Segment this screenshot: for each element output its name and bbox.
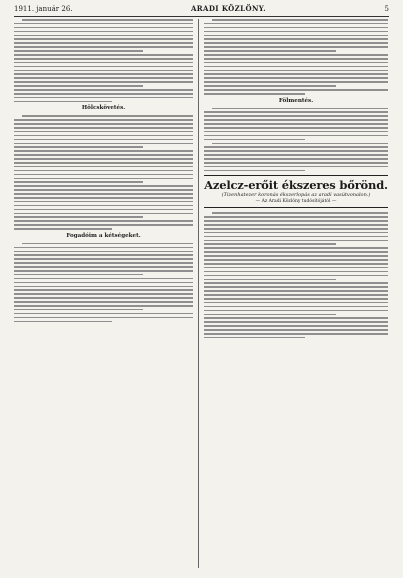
text-line bbox=[212, 212, 388, 214]
text-line bbox=[204, 66, 388, 68]
text-line bbox=[204, 224, 388, 226]
text-line bbox=[22, 243, 193, 245]
text-line bbox=[14, 181, 143, 183]
text-line bbox=[14, 38, 193, 40]
text-line bbox=[14, 220, 193, 222]
text-line bbox=[14, 158, 193, 160]
text-line bbox=[204, 247, 388, 249]
text-line bbox=[14, 228, 112, 230]
text-line bbox=[22, 115, 193, 117]
text-line bbox=[204, 23, 388, 25]
text-line bbox=[14, 258, 193, 260]
text-line bbox=[204, 162, 388, 164]
text-line bbox=[204, 333, 388, 335]
text-line bbox=[14, 23, 193, 25]
text-line bbox=[212, 143, 388, 145]
text-line bbox=[14, 201, 193, 203]
text-line bbox=[204, 131, 388, 133]
text-line bbox=[204, 166, 388, 168]
text-line bbox=[14, 131, 193, 133]
text-line bbox=[14, 146, 143, 148]
text-line bbox=[14, 93, 193, 95]
section-heading: Fölmentés. bbox=[278, 97, 314, 104]
advertisement-note: — Az Aradi Közlöny tudósítójától — bbox=[255, 199, 337, 205]
text-line bbox=[204, 282, 388, 284]
text-line bbox=[204, 35, 388, 37]
text-line bbox=[14, 162, 193, 164]
text-line bbox=[14, 89, 193, 91]
text-line bbox=[204, 158, 388, 160]
text-line bbox=[204, 298, 388, 300]
text-line bbox=[204, 42, 388, 44]
text-line bbox=[204, 70, 388, 72]
text-line bbox=[204, 232, 388, 234]
text-line bbox=[204, 263, 388, 265]
text-line bbox=[14, 305, 193, 307]
text-line bbox=[204, 50, 336, 52]
text-line bbox=[14, 313, 193, 315]
left-column bbox=[14, 19, 193, 568]
text-line bbox=[14, 205, 193, 207]
text-line bbox=[204, 325, 388, 327]
text-line bbox=[14, 170, 193, 172]
text-line bbox=[204, 58, 388, 60]
text-line bbox=[14, 85, 143, 87]
section-heading: Fogadóim a kétségeket. bbox=[66, 232, 141, 239]
text-line bbox=[14, 143, 193, 145]
advertisement-box bbox=[204, 175, 388, 208]
text-line bbox=[14, 54, 193, 56]
text-line bbox=[14, 81, 193, 83]
text-line bbox=[14, 50, 143, 52]
text-line bbox=[204, 170, 305, 172]
right-column bbox=[204, 19, 388, 568]
text-line bbox=[204, 259, 388, 261]
page-header bbox=[14, 4, 389, 17]
text-line bbox=[204, 255, 388, 257]
text-line bbox=[204, 294, 388, 296]
text-line bbox=[204, 77, 388, 79]
text-line bbox=[14, 251, 193, 253]
text-line bbox=[14, 309, 143, 311]
text-line bbox=[14, 185, 193, 187]
text-line bbox=[204, 115, 388, 117]
text-line bbox=[204, 329, 388, 331]
text-line bbox=[14, 135, 193, 137]
text-line bbox=[14, 224, 193, 226]
text-line bbox=[22, 19, 193, 21]
text-line bbox=[14, 174, 193, 176]
text-line bbox=[14, 123, 193, 125]
text-line bbox=[14, 127, 193, 129]
text-line bbox=[14, 166, 193, 168]
text-line bbox=[204, 290, 388, 292]
advertisement-subtitle: (Tizenhatezer koronás ékszerlopás az aradi vasútvonalon.) bbox=[221, 192, 371, 199]
text-line bbox=[204, 46, 388, 48]
text-line bbox=[204, 236, 388, 238]
text-line bbox=[14, 58, 193, 60]
text-line bbox=[204, 251, 388, 253]
page-number: 5 bbox=[384, 5, 389, 13]
text-line bbox=[14, 286, 193, 288]
text-line bbox=[14, 270, 193, 272]
text-line bbox=[204, 93, 305, 95]
text-line bbox=[204, 135, 388, 137]
text-line bbox=[14, 73, 193, 75]
text-line bbox=[14, 278, 193, 280]
text-line bbox=[14, 289, 193, 291]
text-line bbox=[14, 178, 193, 180]
section-heading: Hölcskövetés. bbox=[81, 105, 126, 112]
text-line bbox=[14, 254, 193, 256]
text-line bbox=[204, 243, 336, 245]
text-line bbox=[204, 314, 336, 316]
text-line bbox=[204, 31, 388, 33]
text-line bbox=[204, 286, 388, 288]
text-line bbox=[204, 62, 388, 64]
text-line bbox=[14, 266, 193, 268]
text-line bbox=[14, 213, 193, 215]
text-line bbox=[204, 146, 388, 148]
text-line bbox=[14, 317, 193, 319]
text-line bbox=[204, 228, 388, 230]
text-line bbox=[212, 108, 388, 110]
text-line bbox=[14, 193, 193, 195]
text-line bbox=[14, 62, 193, 64]
text-line bbox=[204, 216, 388, 218]
text-line bbox=[204, 302, 388, 304]
text-line bbox=[204, 154, 388, 156]
text-line bbox=[204, 127, 388, 129]
text-line bbox=[14, 46, 193, 48]
issue-date: 1911. január 26. bbox=[14, 5, 73, 13]
text-line bbox=[14, 321, 112, 323]
text-line bbox=[14, 209, 193, 211]
text-line bbox=[204, 27, 388, 29]
text-line bbox=[204, 267, 388, 269]
text-line bbox=[204, 111, 388, 113]
text-line bbox=[14, 66, 193, 68]
text-line bbox=[204, 123, 388, 125]
text-line bbox=[204, 271, 388, 273]
text-line bbox=[14, 139, 193, 141]
text-line bbox=[204, 139, 305, 141]
text-line bbox=[14, 262, 193, 264]
text-line bbox=[204, 337, 305, 339]
text-line bbox=[204, 275, 388, 277]
text-line bbox=[204, 119, 388, 121]
text-line bbox=[204, 85, 336, 87]
text-line bbox=[204, 321, 388, 323]
text-line bbox=[212, 19, 388, 21]
text-line bbox=[14, 216, 143, 218]
text-line bbox=[14, 197, 193, 199]
text-line bbox=[14, 70, 193, 72]
text-line bbox=[14, 150, 193, 152]
text-line bbox=[14, 282, 193, 284]
text-line bbox=[14, 293, 193, 295]
text-line bbox=[204, 279, 336, 281]
text-line bbox=[14, 101, 112, 103]
text-line bbox=[14, 97, 193, 99]
text-line bbox=[204, 81, 388, 83]
text-line bbox=[14, 154, 193, 156]
text-line bbox=[204, 220, 388, 222]
text-line bbox=[204, 54, 388, 56]
text-line bbox=[14, 42, 193, 44]
text-line bbox=[204, 240, 388, 242]
text-line bbox=[14, 297, 193, 299]
text-line bbox=[204, 73, 388, 75]
text-line bbox=[204, 310, 388, 312]
text-line bbox=[14, 31, 193, 33]
text-line bbox=[14, 301, 193, 303]
text-line bbox=[14, 77, 193, 79]
masthead: ARADI KÖZLÖNY. bbox=[190, 4, 267, 13]
text-line bbox=[14, 27, 193, 29]
text-line bbox=[204, 306, 388, 308]
text-line bbox=[14, 119, 193, 121]
text-line bbox=[14, 189, 193, 191]
text-line bbox=[204, 317, 388, 319]
text-line bbox=[204, 38, 388, 40]
text-line bbox=[14, 274, 143, 276]
text-line bbox=[204, 150, 388, 152]
column-divider bbox=[198, 19, 199, 568]
text-line bbox=[14, 247, 193, 249]
text-line bbox=[204, 89, 388, 91]
text-line bbox=[14, 35, 193, 37]
advertisement-title: Azelcz-erőit ékszeres bőrönd. bbox=[204, 178, 388, 193]
